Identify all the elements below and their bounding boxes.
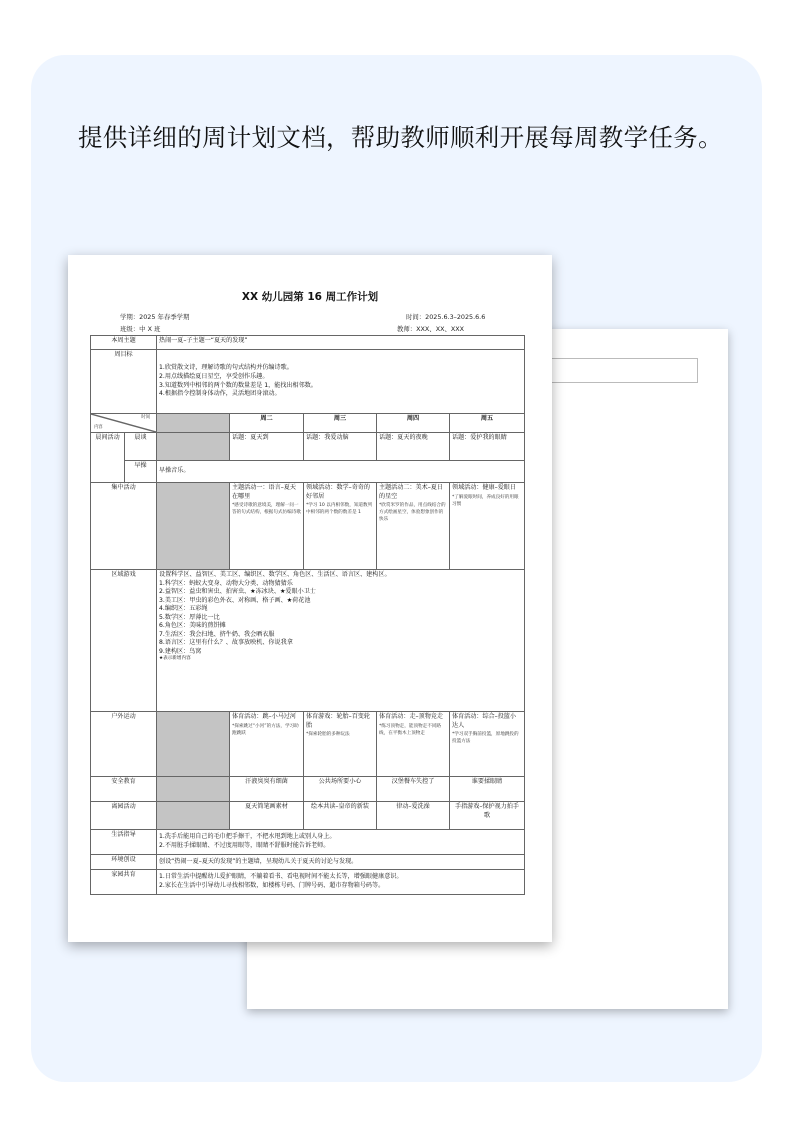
- activity-note: *学习 10 以内相邻数，知道数列中相邻的两个数的数差是 1: [306, 503, 373, 516]
- leaving-label: 离园活动: [91, 802, 157, 830]
- morning-activity-label: 晨间活动: [91, 433, 125, 483]
- home-row: [91, 870, 525, 895]
- morning-talk-label: 晨谈: [125, 433, 157, 461]
- theme-value: 热闹一夏–子主题一“夏天的发现”: [157, 336, 525, 350]
- gray-cell: [157, 433, 230, 461]
- outdoor-cell: [230, 712, 304, 777]
- safety-cell: 谁要揉眼睛: [450, 777, 525, 802]
- activity-title: 体育活动：综合–投篮小达人: [452, 713, 516, 729]
- area-note: ★表示新增内容: [159, 656, 191, 662]
- morning-talk-cell: 话题：爱护我的眼睛: [450, 433, 525, 461]
- activity-note: *学习双手胸前投篮，原地跳投的投篮方法: [452, 732, 519, 745]
- corner-cell: [91, 414, 157, 433]
- outdoor-cell: [450, 712, 525, 777]
- goal-item: 2.用点线描绘夏日星空，享受创作乐趣。: [159, 372, 269, 380]
- activity-title: 主题活动一：语言–夏天在哪里: [232, 484, 296, 500]
- day-header-row: [91, 414, 525, 433]
- group-activity-cell: [304, 483, 377, 570]
- leaving-cell: 绘本共读–皇帝的新装: [304, 802, 377, 830]
- area-line: 2.益智区：益虫和害虫、拍害虫、★冻冰块、★爱眼小卫士: [159, 588, 316, 596]
- safety-cell: 公共场所要小心: [304, 777, 377, 802]
- group-activity-label: 集中活动: [91, 483, 157, 570]
- activity-title: 领域活动：数学–奇奇的好邻居: [306, 484, 370, 500]
- gray-cell: [157, 712, 230, 777]
- env-row: [91, 855, 525, 870]
- safety-row: [91, 777, 525, 802]
- teachers-label: 教师：XXX、XX、XXX: [397, 325, 464, 333]
- theme-row: [91, 336, 525, 350]
- env-label: 环境创设: [91, 855, 157, 870]
- goal-item: 1.欣赏散文诗，理解诗歌的句式结构并仿编诗歌。: [159, 364, 293, 372]
- safety-cell: 汗液臭臭有细菌: [230, 777, 304, 802]
- group-activity-cell: [450, 483, 525, 570]
- leaving-row: [91, 802, 525, 830]
- goals-label: 周目标: [91, 350, 157, 414]
- corner-time-label: 时间: [141, 415, 150, 420]
- outdoor-cell: [304, 712, 377, 777]
- day-header: 周二: [230, 414, 304, 433]
- morning-talk-cell: 话题：夏天到: [230, 433, 304, 461]
- activity-title: 体育游戏：轮胎–百变轮胎: [306, 713, 370, 729]
- life-line: 2.不用脏手揉眼睛、不过度用眼等，眼睛不舒服时能告诉老师。: [159, 842, 330, 849]
- goals-cell: [157, 350, 525, 414]
- gray-cell: [157, 777, 230, 802]
- gray-cell: [157, 483, 230, 570]
- area-games-cell: [157, 570, 525, 712]
- area-line: 6.角色区：美味的煎饼摊: [159, 622, 226, 630]
- leaving-cell: 律动–爱洗澡: [377, 802, 450, 830]
- activity-note: *了解爱眼时间，养成良好的用眼习惯: [452, 494, 519, 507]
- group-activity-cell: [377, 483, 450, 570]
- goal-item: 3.知道数列中相邻的两个数的数量差是 1，能找出相邻数。: [159, 381, 317, 389]
- safety-cell: 汉堡餐车失控了: [377, 777, 450, 802]
- goals-row: [91, 350, 525, 414]
- outdoor-label: 户外运动: [91, 712, 157, 777]
- leaving-cell: 夏天简笔画素材: [230, 802, 304, 830]
- activity-note: *探索跳过“小河”的方法，学习助跑跳跃: [232, 723, 299, 736]
- life-label: 生活指导: [91, 830, 157, 855]
- time-label: 时间：2025.6.3–2025.6.6: [406, 313, 486, 321]
- area-line: 5.数学区：厚薄比一比: [159, 613, 220, 621]
- activity-title: 领域活动：健康–爱眼日: [452, 484, 516, 491]
- activity-note: *感受诗歌的意境美，理解一问一答的句式结构，根据句式仿编诗歌: [232, 503, 301, 516]
- outdoor-cell: [377, 712, 450, 777]
- activity-note: *探索轮胎的多种玩法: [306, 732, 350, 738]
- life-row: [91, 830, 525, 855]
- activity-title: 主题活动二：美术–夏日的星空: [379, 484, 443, 500]
- life-line: 1.洗手后能用自己的毛巾把手擦干，不把水甩到地上或别人身上。: [159, 833, 336, 841]
- home-cell: [157, 870, 525, 895]
- headline: 提供详细的周计划文档，帮助教师顺利开展每周教学任务。: [78, 123, 723, 152]
- class-label: 班级：中 X 班: [120, 325, 161, 333]
- semester-label: 学期：2025 年春季学期: [120, 313, 190, 321]
- outdoor-row: [91, 712, 525, 777]
- group-activity-row: [91, 483, 525, 570]
- area-line: 8.语言区：这里有什么？、故事放映机、你说我拿: [159, 639, 293, 647]
- leaving-cell: 手指游戏–保护视力拍手歌: [450, 802, 525, 830]
- front-page-preview: [68, 255, 552, 942]
- day-header: 周五: [450, 414, 525, 433]
- morning-talk-cell: 话题：夏天的夜晚: [377, 433, 450, 461]
- theme-label: 本周主题: [91, 336, 157, 350]
- gray-cell: [157, 802, 230, 830]
- area-line: 1.科学区：蚂蚁大变身、动物大分类、动物猜猜乐: [159, 579, 293, 587]
- gray-cell: [157, 414, 230, 433]
- area-line: 设置科学区、益智区、美工区、编织区、数学区、角色区、生活区、语言区、建构区。: [159, 571, 391, 578]
- area-line: 3.美工区：甲虫的彩色外衣、对称画、格子画、★荷花池: [159, 596, 311, 604]
- document-title: XX 幼儿园第 16 周工作计划: [241, 291, 379, 303]
- day-header: 周四: [377, 414, 450, 433]
- corner-content-label: 内容: [94, 424, 103, 430]
- morning-exercise-cell: 早操音乐。: [157, 461, 525, 483]
- home-line: 2.家长在生活中引导幼儿寻找相邻数，如楼栋号码、门牌号码、超市存物箱号码等。: [159, 882, 385, 889]
- day-header: 周三: [304, 414, 377, 433]
- activity-title: 体育活动：跳–小马过河: [232, 713, 296, 720]
- group-activity-cell: [230, 483, 304, 570]
- area-line: 4.编织区：五彩绳: [159, 605, 208, 613]
- morning-exercise-label: 早操: [125, 461, 157, 483]
- area-games-row: [91, 570, 525, 712]
- safety-label: 安全教育: [91, 777, 157, 802]
- home-line: 1.日常生活中提醒幼儿爱护眼睛，不躺着看书、看电视时间不能太长等，增强眼健康意识。: [159, 873, 403, 881]
- life-cell: [157, 830, 525, 855]
- area-line: 7.生活区：我会扫地、挤牛奶、我会晒衣服: [159, 630, 275, 638]
- morning-talk-cell: 话题：我爱动脑: [304, 433, 377, 461]
- area-line: 9.建构区：鸟窝: [159, 647, 202, 655]
- goal-item: 4.根据指令控制身体动作，灵活地团身滚动。: [159, 390, 281, 398]
- weekly-plan-table: [90, 335, 525, 895]
- env-cell: 创设“热闹一夏–夏天的发现”的主题墙，呈现幼儿关于夏天的讨论与发现。: [157, 855, 525, 870]
- activity-note: *欣赏米罗的作品，用点线结合的方式绘画星空，体验想象创作的快乐: [379, 503, 446, 523]
- morning-talk-row: [91, 433, 525, 461]
- activity-title: 体育活动：走–顶物竞走: [379, 713, 443, 720]
- area-games-label: 区域游戏: [91, 570, 157, 712]
- home-label: 家园共育: [91, 870, 157, 895]
- activity-note: *练习顶物走，能顶物走不同路线，在平衡木上顶物走: [379, 723, 442, 736]
- morning-exercise-row: [91, 461, 525, 483]
